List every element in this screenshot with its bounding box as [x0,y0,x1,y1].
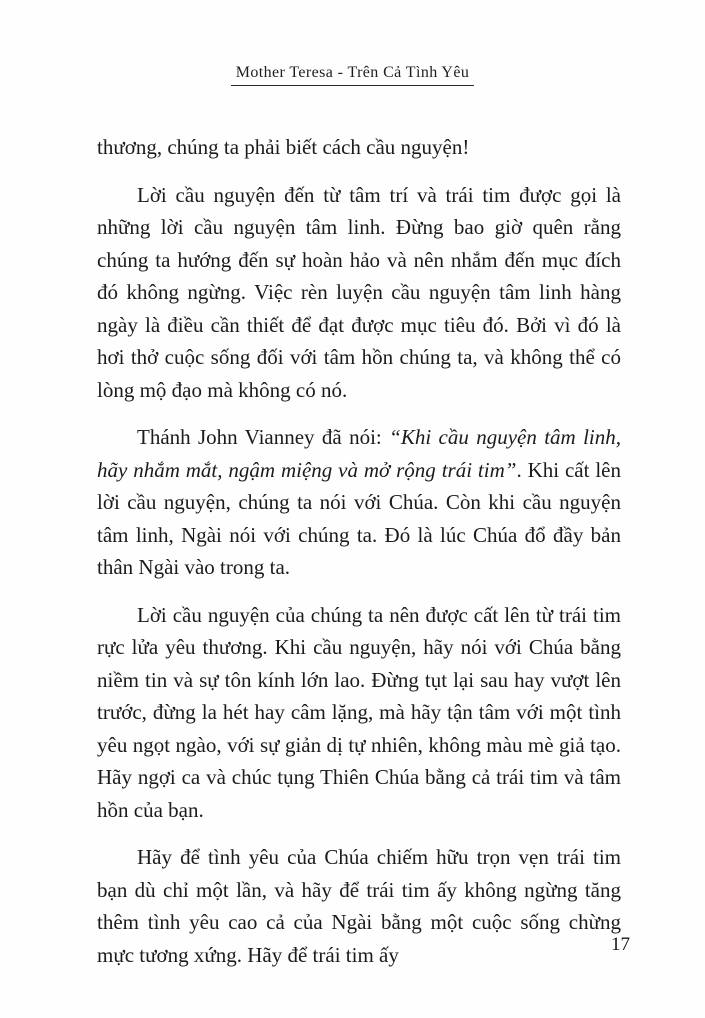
text-segment: . Khi cất lên lời cầu nguyện, chúng ta nói với Chúa. Còn khi cầu nguyện tâm linh, Ngài nói với chúng ta. Đó là lúc Chúa đổ đầy bản thân Ngài vào trong ta. [97,457,621,579]
running-header [0,64,705,86]
paragraph [97,421,621,584]
text-segment: Lời cầu nguyện đến từ tâm trí và trái tim được gọi là những lời cầu nguyện tâm linh. Đừng bao giờ quên rằng chúng ta hướng đến sự hoàn hảo và nên nhắm đến mục đích đó không ngừng. Việc rèn luyện cầu nguyện tâm linh hàng ngày là điều cần thiết để đạt được mục tiêu đó. Bởi vì đó là hơi thở cuộc sống đối với tâm hồn chúng ta, và không thể có lòng mộ đạo mà không có nó. [97,182,621,402]
paragraph [97,179,621,407]
text-segment: Thánh John Vianney đã nói: [137,425,390,449]
text-segment: thương, chúng ta phải biết cách cầu nguyện! [97,135,470,159]
running-header-title: Mother Teresa - Trên Cả Tình Yêu [231,64,475,86]
paragraph [97,841,621,971]
page-number: 17 [611,934,630,955]
text-segment: Lời cầu nguyện của chúng ta nên được cất lên từ trái tim rực lửa yêu thương. Khi cầu nguyện, hãy nói với Chúa bằng niềm tin và sự tôn kính lớn lao. Đừng tụt lại sau hay vượt lên trước, đừng la hét hay câm lặng, mà hãy tận tâm với một tình yêu ngọt ngào, với sự giản dị tự nhiên, không màu mè giả tạo. Hãy ngợi ca và chúc tụng Thiên Chúa bằng cả trái tim và tâm hồn của bạn. [97,602,621,822]
quote-text-segment: “Khi cầu nguyện tâm linh, hãy nhắm mắt, ngậm miệng và mở rộng trái tim” [97,425,622,482]
paragraph [97,131,621,164]
page-body [97,131,621,986]
paragraph [97,599,621,827]
text-segment: Hãy để tình yêu của Chúa chiếm hữu trọn vẹn trái tim bạn dù chỉ một lần, và hãy để trái tim ấy không ngừng tăng thêm tình yêu cao cả của Ngài bằng một cuộc sống chừng mực tương xứng. Hãy để trái tim ấy [97,845,621,967]
